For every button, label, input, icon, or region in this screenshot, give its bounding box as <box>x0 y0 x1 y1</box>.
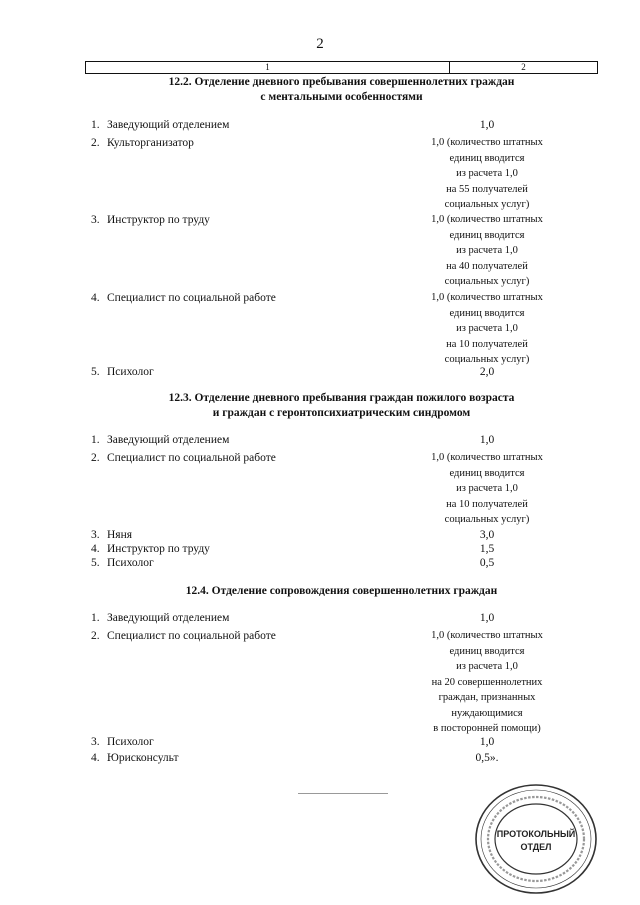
item-label: Заведующий отделением <box>107 612 230 624</box>
section-title-line: и граждан с геронтопсихиатрическим синдромом <box>212 407 471 419</box>
item-value: 1,0 <box>479 612 495 624</box>
item-number: 4. <box>91 752 100 764</box>
item-number: 3. <box>91 529 100 541</box>
item-value: 3,0 <box>479 529 495 541</box>
divider <box>298 793 388 794</box>
column-header-2: 2 <box>450 62 598 74</box>
item-label: Психолог <box>107 736 154 748</box>
item-number: 5. <box>91 557 100 569</box>
item-value: 1,0 <box>479 434 495 446</box>
section-title-12-3 <box>85 391 598 421</box>
item-number: 2. <box>91 452 100 464</box>
item-label: Культорганизатор <box>107 137 194 149</box>
item-number: 4. <box>91 292 100 304</box>
section-title-line: 12.3. Отделение дневного пребывания граждан пожилого возраста <box>168 392 515 404</box>
item-label: Юрисконсульт <box>107 752 179 764</box>
item-label: Заведующий отделением <box>107 434 230 446</box>
item-number: 1. <box>91 612 100 624</box>
item-value: 1,0 (количество штатных единиц вводится из расчета 1,0 на 10 получателей социальных услуг) <box>431 452 543 525</box>
section-title-line: 12.4. Отделение сопровождения совершеннолетних граждан <box>185 585 498 597</box>
item-label: Психолог <box>107 557 154 569</box>
item-label: Заведующий отделением <box>107 119 230 131</box>
item-label: Специалист по социальной работе <box>107 292 276 304</box>
section-title-12-2 <box>85 75 598 105</box>
item-label: Специалист по социальной работе <box>107 452 276 464</box>
item-number: 1. <box>91 434 100 446</box>
item-number: 2. <box>91 137 100 149</box>
item-number: 4. <box>91 543 100 555</box>
item-value: 1,0 <box>479 119 495 131</box>
column-header-1: 1 <box>86 62 450 74</box>
item-value: 1,0 (количество штатных единиц вводится из расчета 1,0 на 20 совершеннолетних граждан, признанных нуждающимися в посторонней помощи) <box>431 630 543 734</box>
item-number: 1. <box>91 119 100 131</box>
item-value: 1,0 <box>479 736 495 748</box>
item-value: 1,5 <box>479 543 495 555</box>
page-number: 2 <box>316 36 324 52</box>
item-value: 0,5 <box>479 557 495 569</box>
stamp-text-line-1: ПРОТОКОЛЬНЫЙ <box>496 829 576 839</box>
item-value: 1,0 (количество штатных единиц вводится из расчета 1,0 на 55 получателей социальных услуг) <box>431 137 543 210</box>
item-number: 3. <box>91 736 100 748</box>
item-label: Психолог <box>107 366 154 378</box>
item-value: 0,5». <box>475 752 499 764</box>
item-label: Няня <box>107 529 133 541</box>
section-title-line: 12.2. Отделение дневного пребывания совершеннолетних граждан <box>168 76 515 88</box>
item-number: 2. <box>91 630 100 642</box>
item-value: 2,0 <box>479 366 495 378</box>
column-header-table <box>85 61 598 74</box>
item-label: Инструктор по труду <box>107 214 210 226</box>
item-number: 5. <box>91 366 100 378</box>
item-value: 1,0 (количество штатных единиц вводится из расчета 1,0 на 10 получателей социальных услуг) <box>431 292 543 365</box>
stamp-text-line-2: ОТДЕЛ <box>520 842 552 852</box>
section-title-line: с ментальными особенностями <box>260 91 423 103</box>
item-label: Инструктор по труду <box>107 543 210 555</box>
item-label: Специалист по социальной работе <box>107 630 276 642</box>
item-value: 1,0 (количество штатных единиц вводится из расчета 1,0 на 40 получателей социальных услуг) <box>431 214 543 287</box>
section-title-12-4 <box>85 584 598 599</box>
official-stamp <box>472 780 600 898</box>
item-number: 3. <box>91 214 100 226</box>
